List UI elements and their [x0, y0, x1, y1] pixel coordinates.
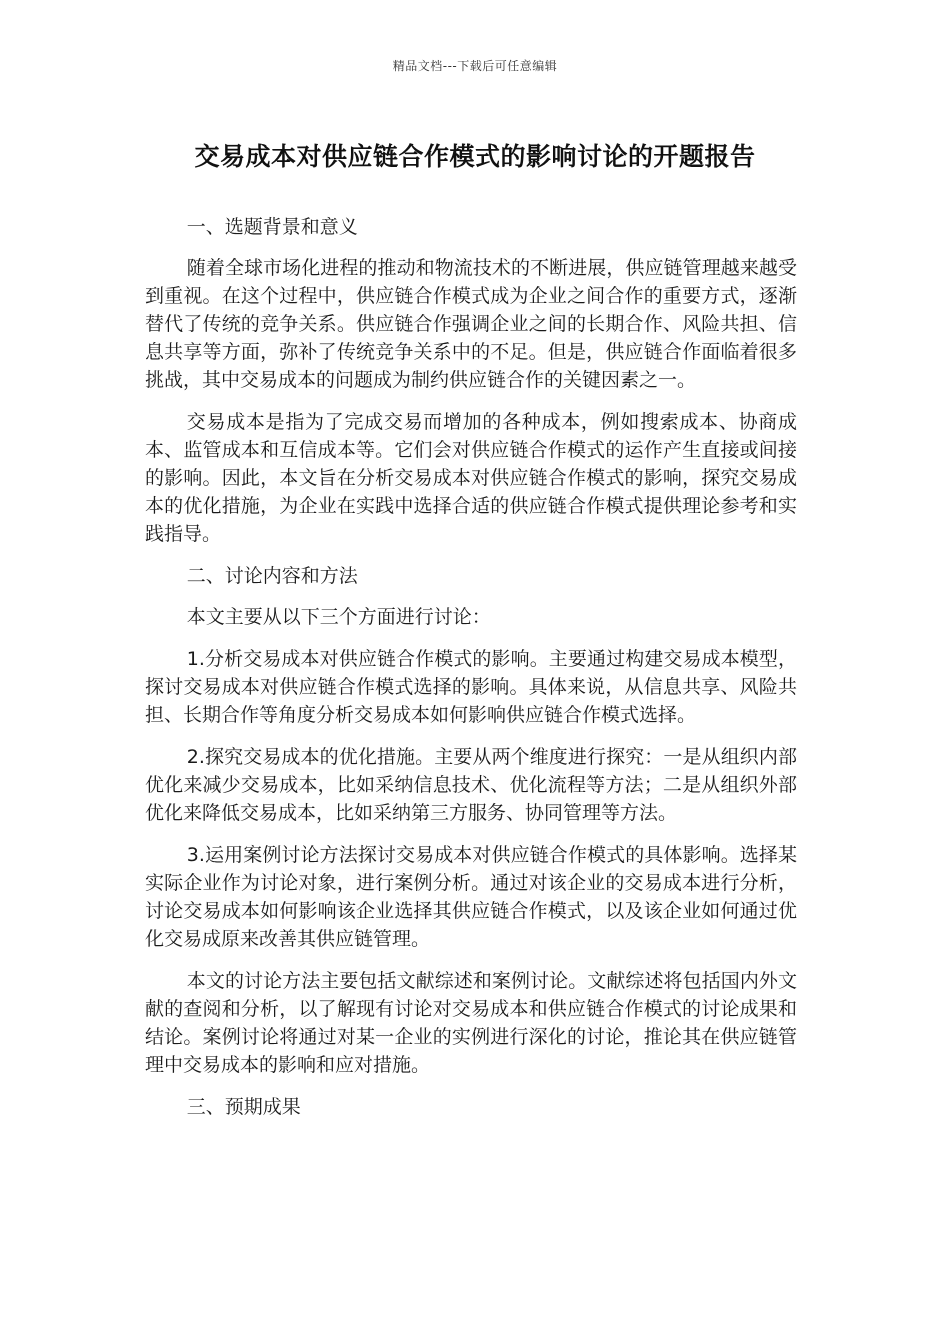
paragraph-intro: 本文主要从以下三个方面进行讨论： — [186, 606, 491, 628]
section-heading-2: 二、讨论内容和方法 — [186, 565, 358, 587]
paragraph-background: 随着全球市场化进程的推动和物流技术的不断进展，供应链管理越来越受到重视。在这个过程中，供应链合作模式成为企业之间合作的重要方式，逐渐替代了传统的竞争关系。供应链合作强调企业之间的长期合作、风险共担、信息共享等方面，弥补了传统竞争关系中的不足。但是，供应链合作面临着很多挑战，其中交易成本的问题成为制约供应链合作的关键因素之一。 — [145, 257, 797, 391]
paragraph-transaction-cost: 交易成本是指为了完成交易而增加的各种成本，例如搜索成本、协商成本、监管成本和互信成本等。它们会对供应链合作模式的运作产生直接或间接的影响。因此，本文旨在分析交易成本对供应链合作模式的影响，探究交易成本的优化措施，为企业在实践中选择合适的供应链合作模式提供理论参考和实践指导。 — [145, 411, 797, 545]
header-note: 精品文档---下载后可任意编辑 — [392, 59, 558, 73]
section-heading-1: 一、选题背景和意义 — [186, 216, 358, 238]
paragraph-method: 本文的讨论方法主要包括文献综述和案例讨论。文献综述将包括国内外文献的查阅和分析，以了解现有讨论对交易成本和供应链合作模式的讨论成果和结论。案例讨论将通过对某一企业的实例进行深化的讨论，推论其在供应链管理中交易成本的影响和应对措施。 — [145, 970, 797, 1076]
section-heading-3: 三、预期成果 — [186, 1096, 301, 1118]
document-title: 交易成本对供应链合作模式的影响讨论的开题报告 — [194, 142, 756, 171]
list-item-3: 3.运用案例讨论方法探讨交易成本对供应链合作模式的具体影响。选择某实际企业作为讨论对象，进行案例分析。通过对该企业的交易成本进行分析，讨论交易成本如何影响该企业选择其供应链合作模式，以及该企业如何通过优化交易成原来改善其供应链管理。 — [145, 844, 797, 950]
list-item-2: 2.探究交易成本的优化措施。主要从两个维度进行探究：一是从组织内部优化来减少交易成本，比如采纳信息技术、优化流程等方法；二是从组织外部优化来降低交易成本，比如采纳第三方服务、协同管理等方法。 — [145, 746, 797, 824]
document-body — [145, 213, 797, 1134]
list-item-1: 1.分析交易成本对供应链合作模式的影响。主要通过构建交易成本模型，探讨交易成本对供应链合作模式选择的影响。具体来说，从信息共享、风险共担、长期合作等角度分析交易成本如何影响供应链合作模式选择。 — [145, 648, 797, 726]
